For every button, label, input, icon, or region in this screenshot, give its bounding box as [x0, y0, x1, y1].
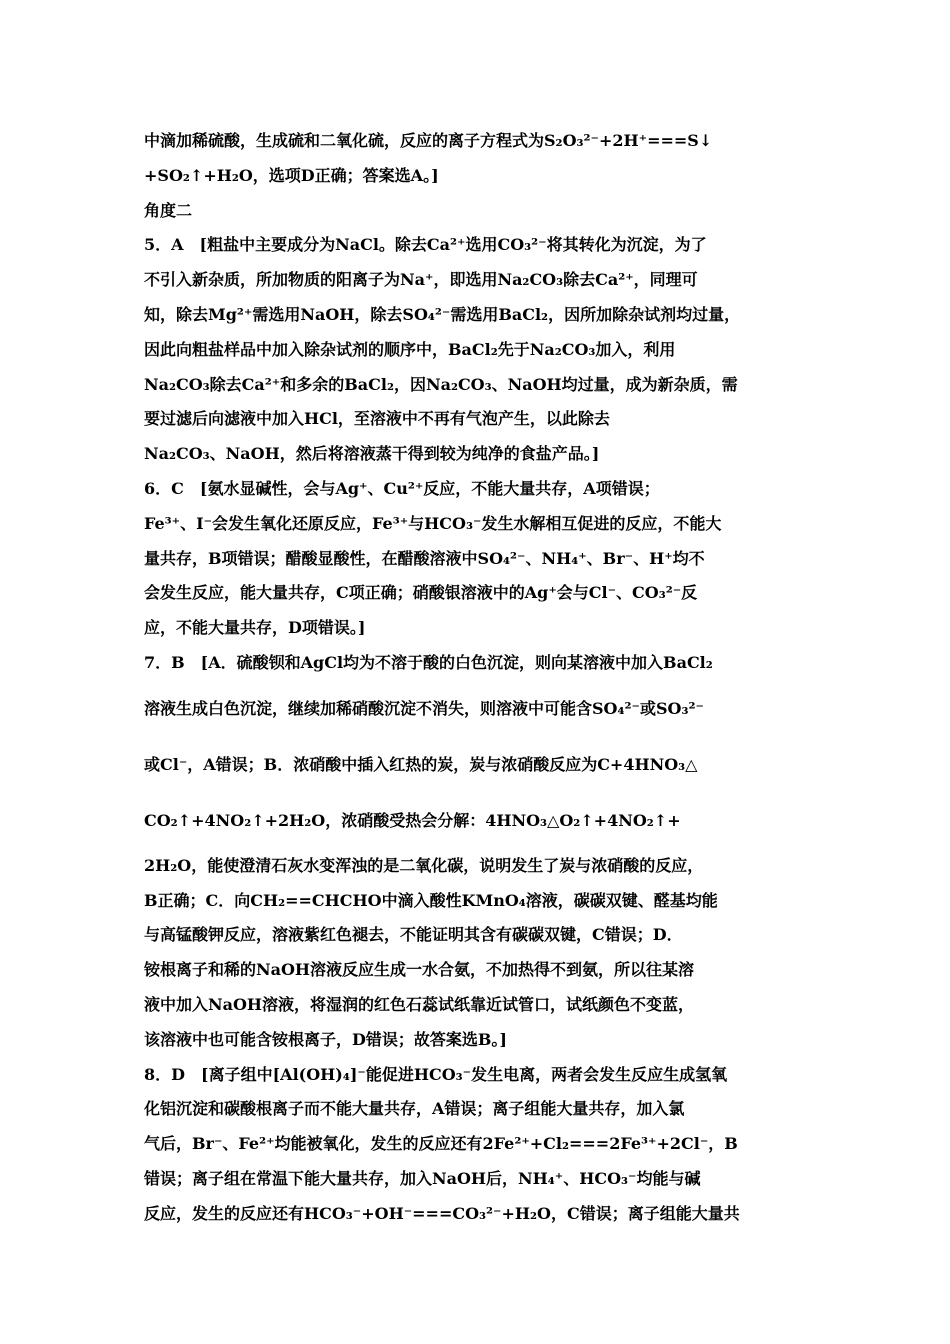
text-line: 2H₂O，能使澄清石灰水变浑浊的是二氧化碳，说明发生了炭与浓硝酸的反应， — [144, 855, 704, 875]
section-heading: 角度二 — [144, 200, 193, 220]
text-line: B正确；C．向CH₂==CHCHO中滴入酸性KMnO₄溶液，碳碳双键、醛基均能 — [144, 890, 718, 910]
text-line: 中滴加稀硫酸，生成硫和二氧化硫，反应的离子方程式为S₂O₃²⁻+2H⁺===S↓ — [144, 131, 713, 150]
text-line: 5．A [粗盐中主要成分为NaCl。除去Ca²⁺选用CO₃²⁻将其转化为沉淀，为了 — [144, 235, 707, 255]
text-line: 液中加入NaOH溶液，将湿润的红色石蕊试纸靠近试管口，试纸颜色不变蓝， — [144, 994, 695, 1014]
text-line: 不引入新杂质，所加物质的阳离子为Na⁺，即选用Na₂CO₃除去Ca²⁺，同理可 — [144, 270, 698, 290]
text-line: 7．B [A．硫酸钡和AgCl均为不溶于酸的白色沉淀，则向某溶液中加入BaCl₂ — [144, 652, 713, 672]
text-line: 气后，Br⁻、Fe²⁺均能被氧化，发生的反应还有2Fe²⁺+Cl₂===2Fe³⁺+2Cl⁻，B — [144, 1134, 738, 1154]
text-line: 应，不能大量共存，D项错误。] — [144, 618, 366, 638]
text-line: Fe³⁺、I⁻会发生氧化还原反应，Fe³⁺与HCO₃⁻发生水解相互促进的反应，不能大 — [144, 513, 722, 533]
text-line: 溶液生成白色沉淀，继续加稀硝酸沉淀不消失，则溶液中可能含SO₄²⁻或SO₃²⁻ — [144, 698, 704, 718]
text-line: +SO₂↑+H₂O，选项D正确；答案选A。] — [144, 165, 439, 185]
text-line: 铵根离子和稀的NaOH溶液反应生成一水合氨，不加热得不到氨，所以往某溶 — [144, 960, 695, 980]
text-line: 知，除去Mg²⁺需选用NaOH，除去SO₄²⁻需选用BaCl₂，因所加除杂试剂均过量， — [144, 304, 741, 324]
text-line: 化铝沉淀和碳酸根离子而不能大量共存，A错误；离子组能大量共存，加入氯 — [144, 1099, 685, 1119]
text-line: 或Cl⁻，A错误；B．浓硝酸中插入红热的炭，炭与浓硝酸反应为C+4HNO₃△ — [144, 754, 698, 774]
text-line: 与高锰酸钾反应，溶液紫红色褪去，不能证明其含有碳碳双键，C错误；D． — [144, 925, 683, 945]
text-line: Na₂CO₃除去Ca²⁺和多余的BaCl₂，因Na₂CO₃、NaOH均过量，成为新杂质，需 — [144, 374, 738, 394]
text-line: 量共存，B项错误；醋酸显酸性，在醋酸溶液中SO₄²⁻、NH₄⁺、Br⁻、H⁺均不 — [144, 548, 705, 568]
answer-text-block — [144, 124, 809, 1232]
text-line: 6．C [氨水显碱性，会与Ag⁺、Cu²⁺反应，不能大量共存，A项错误； — [144, 478, 660, 498]
text-line: 错误；离子组在常温下能大量共存，加入NaOH后，NH₄⁺、HCO₃⁻均能与碱 — [144, 1168, 701, 1188]
text-line: 8．D [离子组中[Al(OH)₄]⁻能促进HCO₃⁻发生电离，两者会发生反应生成氢氧 — [144, 1064, 728, 1084]
text-line: 要过滤后向滤液中加入HCl，至溶液中不再有气泡产生，以此除去 — [144, 409, 610, 429]
text-line: 会发生反应，能大量共存，C项正确；硝酸银溶液中的Ag⁺会与Cl⁻、CO₃²⁻反 — [144, 583, 698, 603]
text-line: 因此向粗盐样品中加入除杂试剂的顺序中，BaCl₂先于Na₂CO₃加入，利用 — [144, 339, 676, 359]
text-line: 反应，发生的反应还有HCO₃⁻+OH⁻===CO₃²⁻+H₂O，C错误；离子组能大量共 — [144, 1203, 740, 1223]
text-line: Na₂CO₃、NaOH，然后将溶液蒸干得到较为纯净的食盐产品。] — [144, 444, 600, 464]
text-line: CO₂↑+4NO₂↑+2H₂O，浓硝酸受热会分解：4HNO₃△O₂↑+4NO₂↑+ — [144, 810, 681, 830]
text-line: 该溶液中也可能含铵根离子，D错误；故答案选B。] — [144, 1029, 507, 1049]
